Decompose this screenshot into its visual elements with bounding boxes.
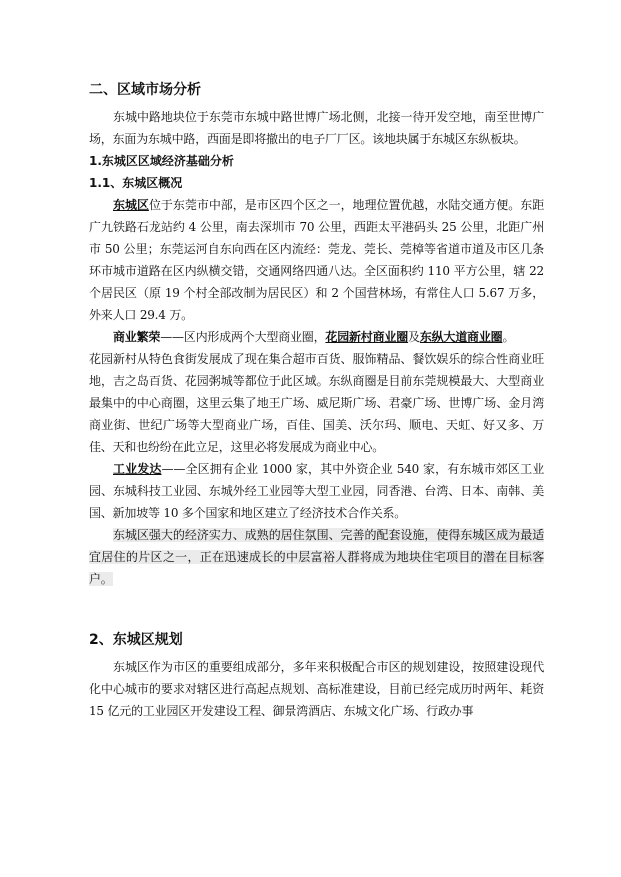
industry-text: ——全区拥有企业 1000 家，其中外资企业 540 家，有东城市郊区工业园、东城科技工业园、东城外经工业园等大型工业园，同香港、台湾、日本、南韩、美国、新加坡等 10 多个国家和地区建立了经济技术合作关系。 [89, 462, 544, 520]
commerce-circle-dongzong: 东纵大道商业圈 [419, 330, 503, 344]
commerce-circle-huayuan: 花园新村商业圈 [325, 330, 409, 344]
commerce-lead-term: 商业繁荣 [113, 330, 161, 344]
subsection-title-economic-basis: 1.东城区区域经济基础分析 [89, 154, 234, 168]
paragraph-industry [89, 458, 544, 524]
subsection-title-district-overview: 1.1、东城区概况 [89, 176, 183, 190]
overview-text: 位于东莞市中部，是市区四个区之一，地理位置优越，水陆交通方便。东距广九铁路石龙站约 4 公里，南去深圳市 70 公里，西距太平港码头 25 公里，北距广州市 50 公里；东莞运河自东向西在区内流经：莞龙、莞长、莞樟等省道市道及市区几条环市城市道路在区内纵横交错，交通网络四通八达。全区面积约 110 平方公里，辖 22 个居民区（原 19 个村全部改制为居民区）和 2 个国营林场，有常住人口 5.67 万多，外来人口 29.4 万。 [89, 198, 544, 322]
section-title-regional-market: 二、区域市场分析 [89, 82, 201, 98]
summary-highlight: 东城区强大的经济实力、成熟的居住氛围、完善的配套设施，使得东城区成为最适宜居住的片区之一，正在迅速成长的中层富裕人群将成为地块住宅项目的潜在目标客户。 [89, 528, 544, 586]
paragraph-commerce-detail: 花园新村从特色食街发展成了现在集合超市百货、服饰精品、餐饮娱乐的综合性商业旺地，吉之岛百货、花园粥城等都位于此区域。东纵商圈是目前东莞规模最大、大型商业最集中的中心商圈，这里云集了地王广场、威尼斯广场、君豪广场、世博广场、金月湾商业街、世纪广场等大型商业广场，百佳、国美、沃尔玛、顺电、天虹、好又多、万佳、天和也纷纷在此立足，这里必将发展成为商业中心。 [89, 352, 544, 454]
commerce-text: ——区内形成两个大型商业圈， [160, 330, 326, 344]
paragraph-site-location: 东城中路地块位于东莞市东城中路世博广场北侧，北接一待开发空地，南至世博广场，东面为东城中路，西面是即将撤出的电子厂厂区。该地块属于东城区东纵板块。 [89, 110, 544, 146]
paragraph-commerce-heading [89, 326, 544, 348]
paragraph-district-planning: 东城区作为市区的重要组成部分，多年来积极配合市区的规划建设，按照建设现代化中心城市的要求对辖区进行高起点规划、高标准建设，目前已经完成历时两年、耗资 15 亿元的工业园区开发建设工程、御景湾酒店、东城文化广场、行政办事 [89, 660, 544, 718]
document-content [89, 80, 544, 722]
commerce-and: 及 [408, 330, 420, 344]
section-title-district-planning: 2、东城区规划 [89, 632, 183, 648]
paragraph-district-overview [89, 194, 544, 326]
commerce-end: 。 [502, 330, 515, 344]
paragraph-summary [89, 524, 544, 590]
overview-lead-term: 东城区 [113, 198, 149, 212]
industry-lead-term: 工业发达 [113, 462, 162, 476]
